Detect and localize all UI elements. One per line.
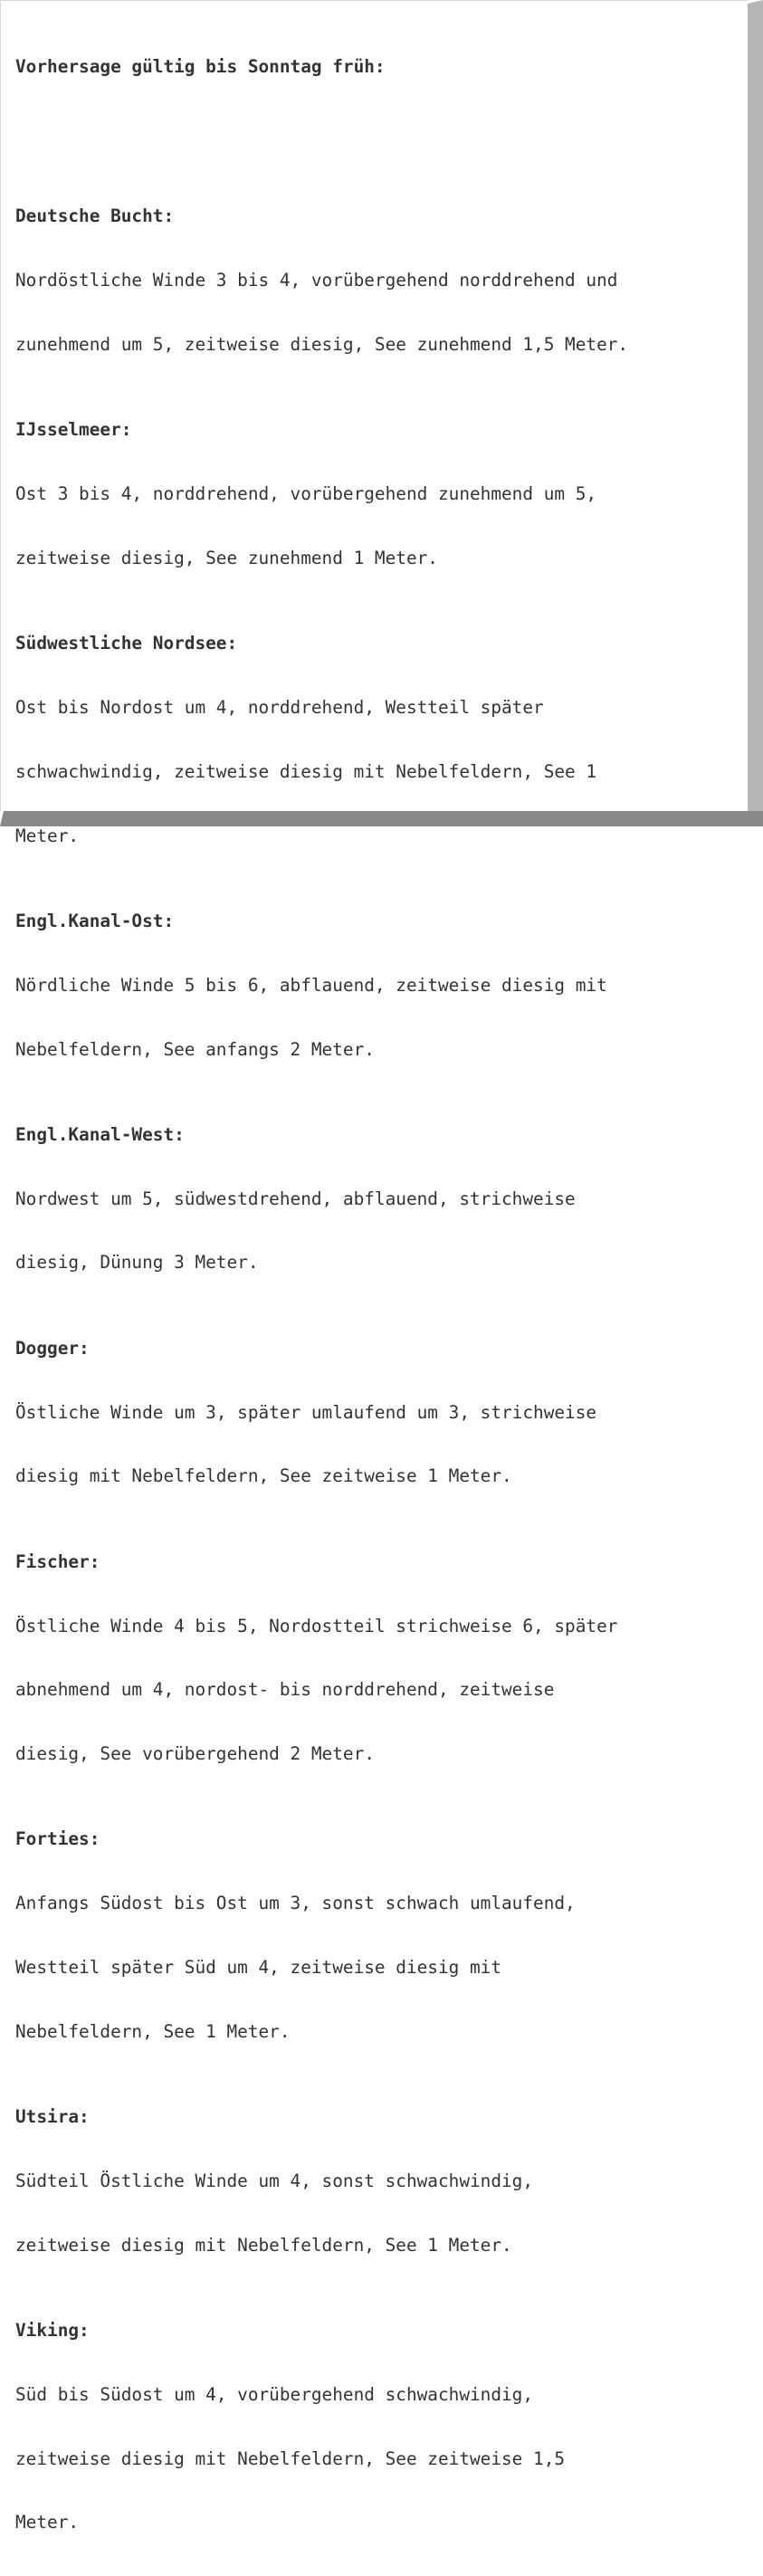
area-name-viking: Viking: [15, 2320, 90, 2342]
blank-line [15, 120, 739, 142]
area-name-engl-kanal-ost: Engl.Kanal-Ost: [15, 910, 175, 931]
area-text-line: Süd bis Südost um 4, vorübergehend schwachwindig, [15, 2383, 534, 2405]
area-name-deutsche-bucht: Deutsche Bucht: [15, 205, 175, 227]
area-text-line: Nordwest um 5, südwestdrehend, abflauend, strichweise [15, 1188, 576, 1209]
area-text-line: zunehmend um 5, zeitweise diesig, See zunehmend 1,5 Meter. [15, 333, 629, 355]
area-text-line: Ost bis Nordost um 4, norddrehend, Westteil später [15, 697, 544, 718]
area-text-line: Anfangs Südost bis Ost um 3, sonst schwach umlaufend, [15, 1893, 576, 1914]
area-text-line: schwachwindig, zeitweise diesig mit Nebelfeldern, See 1 [15, 760, 597, 782]
area-text-line: Östliche Winde 4 bis 5, Nordostteil strichweise 6, später [15, 1615, 618, 1636]
area-name-fischer: Fischer: [15, 1550, 100, 1572]
area-text-line: zeitweise diesig, See zunehmend 1 Meter. [15, 547, 438, 568]
area-name-utsira: Utsira: [15, 2106, 90, 2128]
area-text-line: Westteil später Süd um 4, zeitweise diesig mit [15, 1957, 502, 1979]
area-text-line: abnehmend um 4, nordost- bis norddrehend, zeitweise [15, 1679, 555, 1701]
area-name-engl-kanal-west: Engl.Kanal-West: [15, 1123, 185, 1145]
panel-shadow-right [748, 4, 763, 826]
area-text-line: Ost 3 bis 4, norddrehend, vorübergehend zunehmend um 5, [15, 483, 597, 505]
area-text-line: Nordöstliche Winde 3 bis 4, vorübergehend norddrehend und [15, 270, 618, 291]
forecast-heading: Vorhersage gültig bis Sonntag früh: [15, 56, 386, 78]
area-text-line: Nebelfeldern, See 1 Meter. [15, 2020, 291, 2042]
forecast-text [15, 14, 739, 2533]
area-text-line: Meter. [15, 825, 80, 846]
area-name-forties: Forties: [15, 1828, 100, 1850]
area-text-line: diesig, See vorübergehend 2 Meter. [15, 1743, 375, 1765]
area-text-line: Südteil Östliche Winde um 4, sonst schwachwindig, [15, 2170, 534, 2191]
area-name-dogger: Dogger: [15, 1337, 90, 1359]
area-text-line: Nördliche Winde 5 bis 6, abflauend, zeitweise diesig mit [15, 974, 607, 996]
area-text-line: Nebelfeldern, See anfangs 2 Meter. [15, 1038, 375, 1060]
area-text-line: Östliche Winde um 3, später umlaufend um 3, strichweise [15, 1401, 597, 1423]
area-name-ijsselmeer: IJsselmeer: [15, 419, 132, 441]
area-text-line: zeitweise diesig mit Nebelfeldern, See 1 Meter. [15, 2234, 512, 2256]
area-text-line: zeitweise diesig mit Nebelfeldern, See zeitweise 1,5 [15, 2447, 566, 2469]
area-text-line: diesig, Dünung 3 Meter. [15, 1252, 259, 1274]
area-name-suedwestliche-nordsee: Südwestliche Nordsee: [15, 633, 238, 654]
area-text-line: Meter. [15, 2512, 80, 2533]
area-text-line: diesig mit Nebelfeldern, See zeitweise 1 Meter. [15, 1465, 512, 1487]
